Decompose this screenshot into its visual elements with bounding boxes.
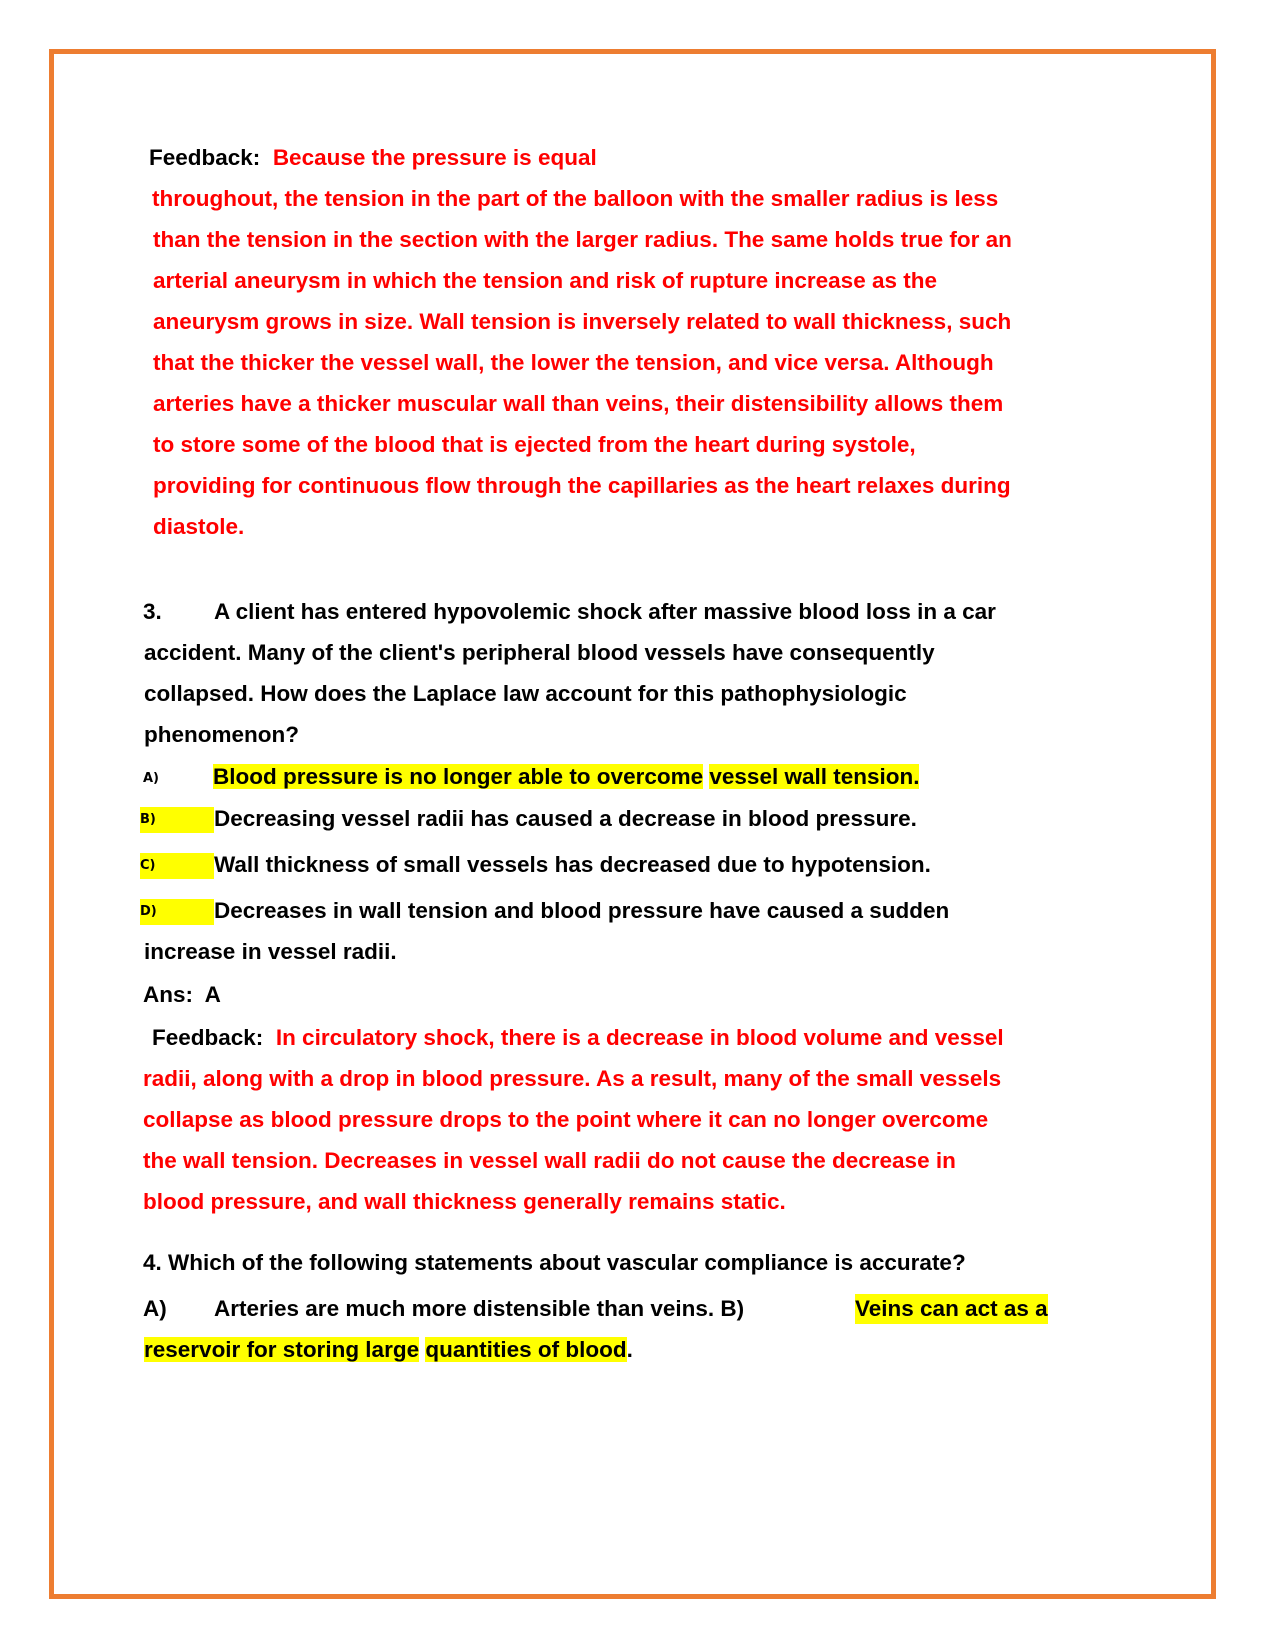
question-4-text: 4. Which of the following statements about vascular compliance is accurate?	[143, 1250, 966, 1275]
feedback-3-label: Feedback:	[152, 1025, 264, 1050]
question-3-line: collapsed. How does the Laplace law account for this pathophysiologic	[144, 681, 907, 706]
feedback-1-line: arteries have a thicker muscular wall than veins, their distensibility allows them	[153, 391, 1004, 416]
question-3-number: 3.	[143, 599, 162, 624]
answer-label: Ans:	[143, 982, 193, 1007]
feedback-1-line: diastole.	[153, 514, 245, 539]
option-d-continued: increase in vessel radii.	[144, 939, 397, 964]
question-3-text: A client has entered hypovolemic shock after massive blood loss in a car	[214, 599, 996, 624]
feedback-3-header	[152, 1023, 1004, 1053]
feedback-1-first-line: Because the pressure is equal	[272, 145, 597, 170]
feedback-3-line: collapse as blood pressure drops to the point where it can no longer overcome	[143, 1107, 989, 1132]
feedback-1-line: throughout, the tension in the part of the balloon with the smaller radius is less	[152, 186, 999, 211]
feedback-1-line: than the tension in the section with the larger radius. The same holds true for an	[153, 227, 1012, 252]
feedback-1-line: to store some of the blood that is ejected from the heart during systole,	[153, 432, 916, 457]
feedback-1-line: arterial aneurysm in which the tension and risk of rupture increase as the	[153, 268, 937, 293]
q4-option-a-text: Arteries are much more distensible than veins. B)	[214, 1296, 745, 1321]
feedback-3-line: radii, along with a drop in blood pressure. As a result, many of the small vessels	[143, 1066, 1002, 1091]
option-c	[140, 850, 931, 880]
feedback-3-line: the wall tension. Decreases in vessel wall radii do not cause the decrease in	[143, 1148, 956, 1173]
answer-line	[143, 980, 221, 1010]
feedback-1-header	[149, 143, 597, 173]
feedback-3-line: blood pressure, and wall thickness generally remains static.	[143, 1189, 786, 1214]
q4-option-b-text-part1: Veins can act as a	[855, 1294, 1048, 1324]
option-b-label: B)	[140, 807, 214, 833]
q4-option-b-period: .	[626, 1337, 633, 1362]
option-d-text: Decreases in wall tension and blood pressure have caused a sudden	[214, 898, 950, 923]
option-c-label: C)	[140, 853, 214, 879]
question-3-line: phenomenon?	[144, 722, 299, 747]
option-a-label: A)	[143, 771, 160, 786]
option-a-text-part2: vessel wall tension.	[709, 764, 920, 789]
feedback-1-line: that the thicker the vessel wall, the lower the tension, and vice versa. Although	[153, 350, 994, 375]
option-a-text-part1: Blood pressure is no longer able to overcome	[213, 764, 704, 789]
option-b-text: Decreasing vessel radii has caused a decrease in blood pressure.	[214, 806, 917, 831]
q4-option-b-text-part3: quantities of blood	[425, 1337, 627, 1362]
option-d	[140, 896, 949, 926]
feedback-1-line: aneurysm grows in size. Wall tension is inversely related to wall thickness, such	[153, 309, 1012, 334]
option-d-label: D)	[140, 899, 214, 925]
question-4-options-line	[143, 1294, 1048, 1324]
q4-option-a-label: A)	[143, 1296, 167, 1321]
option-c-text: Wall thickness of small vessels has decreased due to hypotension.	[214, 852, 931, 877]
q4-option-b-text-part2: reservoir for storing large	[144, 1337, 420, 1362]
option-a	[143, 762, 920, 794]
question-3-stem-first	[143, 597, 996, 627]
feedback-3-first-line: In circulatory shock, there is a decrease in blood volume and vessel	[275, 1025, 1004, 1050]
answer-value: A	[204, 982, 221, 1007]
option-b	[140, 804, 917, 834]
feedback-1-line: providing for continuous flow through the capillaries as the heart relaxes during	[153, 473, 1011, 498]
question-3-line: accident. Many of the client's peripheral blood vessels have consequently	[144, 640, 935, 665]
q4-option-b-continued	[144, 1335, 633, 1365]
feedback-1-label: Feedback:	[149, 145, 261, 170]
